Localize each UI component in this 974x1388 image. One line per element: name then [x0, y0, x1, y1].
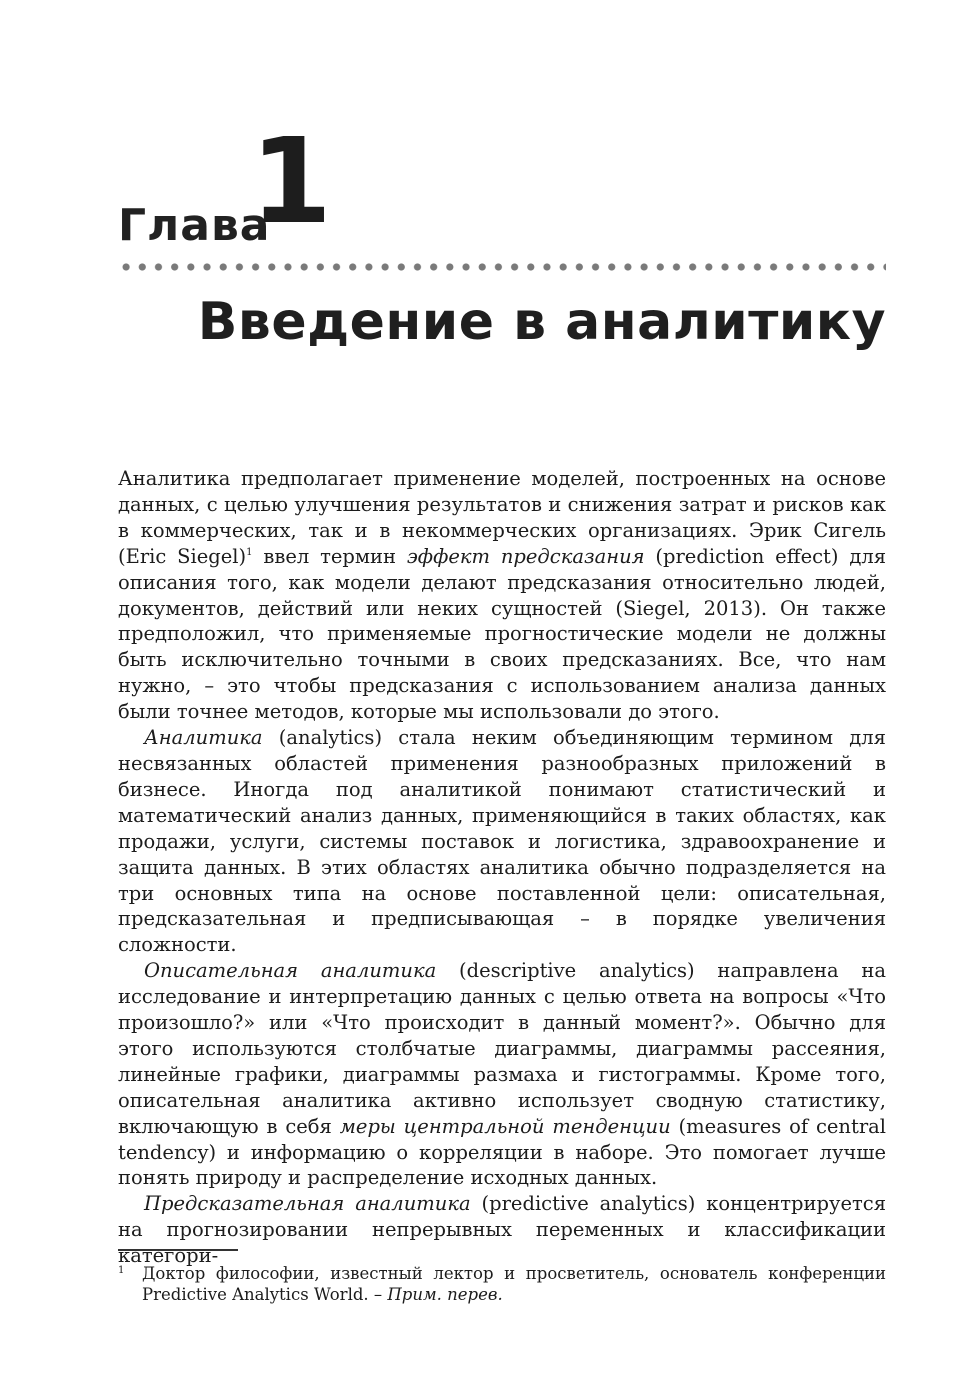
footnote-body: Доктор философии, известный лектор и просветитель, основатель конференции Predictive Analytics World. –	[142, 1264, 886, 1304]
italic-term: меры центральной тенденции	[339, 1114, 671, 1138]
text-run: (prediction effect) для описания того, как модели делают предсказания относительно людей, документов, действий или неких сущностей (Siegel, 2013). Он также предположил, что применяемые прогностические модели не должны быть исключительно точными в своих предсказаниях. Все, что нам нужно, – это чтобы предсказания с использованием анализа данных были точнее методов, которые мы использовали до этого.	[118, 544, 887, 724]
text-run: ввел термин	[252, 544, 407, 568]
footnote-mark: 1	[118, 1265, 125, 1276]
body-text	[118, 466, 886, 1269]
paragraph	[118, 725, 886, 958]
italic-term: эффект предсказания	[406, 544, 645, 568]
dotted-divider	[118, 262, 886, 272]
italic-term: Аналитика	[144, 726, 263, 750]
paragraph	[118, 958, 886, 1191]
italic-term: Предсказательная аналитика	[144, 1192, 471, 1216]
text-run: (descriptive analytics) направлена на исследование и интерпретацию данных с целью ответа на вопросы «Что произошло?» или «Что происходит в данный момент?». Обычно для этого используются столбчатые диаграммы, диаграммы рассеяния, линейные графики, диаграммы размаха и гистограммы. Кроме того, описательная аналитика активно использует сводную статистику, включающую в себя	[118, 959, 886, 1138]
text-run: (analytics) стала неким объединяющим термином для несвязанных областей применения разнообразных приложений в бизнесе. Иногда под аналитикой понимают статистический и математический анализ данных, применяющийся в таких областях, как продажи, услуги, системы поставок и логистика, здравоохранение и защита данных. В этих областях аналитика обычно подразделяется на три основных типа на основе поставленной цели: описательная, предсказательная и предписывающая – в порядке увеличения сложности.	[118, 726, 886, 957]
paragraph	[118, 466, 886, 725]
chapter-heading	[118, 112, 886, 251]
text-run: (predictive analytics) концентрируется на прогнозировании непрерывных переменных и классификации категори-	[118, 1192, 887, 1268]
text-run: (measures of central tendency) и информацию о корреляции в наборе. Это помогает лучше понять природу и распределение исходных данных.	[118, 1114, 887, 1190]
chapter-word: Глава	[118, 200, 271, 251]
paragraph	[118, 1191, 886, 1269]
footnote-text	[118, 1263, 886, 1305]
footnote-rule	[118, 1249, 238, 1251]
chapter-number: 1	[250, 112, 333, 250]
chapter-title: Введение в аналитику	[197, 292, 886, 352]
footnote-ref: 1	[246, 546, 253, 558]
italic-term: Описательная аналитика	[144, 959, 437, 983]
footnote-note: Прим. перев.	[387, 1285, 503, 1304]
text-run: Аналитика предполагает применение моделей, построенных на основе данных, с целью улучшения результатов и снижения затрат и рисков как в коммерческих, так и в некоммерческих организациях. Эрик Сигель (Eric Siegel)	[118, 467, 886, 568]
footnote	[118, 1263, 886, 1305]
